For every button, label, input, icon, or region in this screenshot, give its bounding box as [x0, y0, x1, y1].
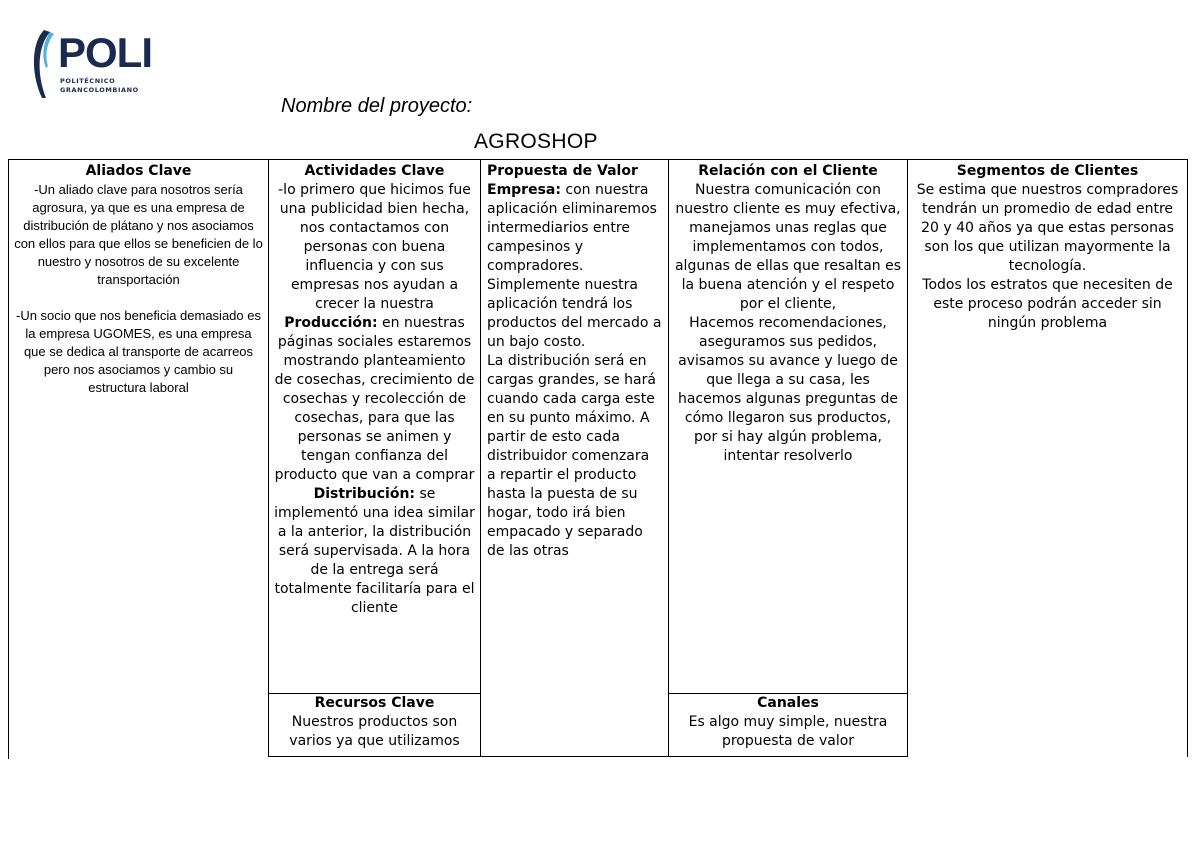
logo-subtitle-2: GRANCOLOMBIANO [60, 86, 139, 94]
empresa-text: con nuestra aplicación eliminaremos intermediarios entre campesinos y compradores. [487, 182, 657, 274]
cell-relacion-cliente [670, 160, 906, 693]
propuesta-paragraph-2: Simplemente nuestra aplicación tendrá los productos del mercado a un bajo costo. [487, 277, 662, 350]
grid-divider-1 [268, 159, 269, 757]
cell-actividades-clave [270, 160, 479, 693]
actividades-paragraph-1: -lo primero que hicimos fue una publicidad bien hecha, nos contactamos con personas con buena influencia y con sus empresas nos ayudan a crecer la nuestra [278, 182, 471, 312]
grid-bottom-middle [268, 756, 908, 757]
propuesta-paragraph-3: La distribución será en cargas grandes, se hará cuando cada carga este en su punto máximo. A partir de esto cada distribuidor comenzara a repartir el producto hasta la puesta de su hogar, todo irá bien empacado y separado de las otras [487, 353, 656, 559]
canales-text: Es algo muy simple, nuestra propuesta de valor [688, 714, 888, 749]
relacion-paragraph-1: Nuestra comunicación con nuestro cliente es muy efectiva, manejamos unas reglas que implementamos con todos, algunas de ellas que resaltan es la buena atención y el respeto por el cliente, [674, 182, 902, 312]
actividades-distribucion [273, 485, 476, 618]
grid-divider-3 [668, 159, 669, 757]
propuesta-title: Propuesta de Valor [487, 163, 638, 179]
cell-segmentos-clientes [909, 160, 1186, 756]
propuesta-empresa [487, 181, 662, 276]
distribucion-text: se implementó una idea similar a la anterior, la distribución será supervisada. A la hora de la entrega será totalmente facilitaría para el cliente [274, 486, 475, 616]
produccion-label: Producción: [284, 315, 378, 331]
canales-title: Canales [757, 695, 819, 711]
relacion-title: Relación con el Cliente [698, 163, 878, 179]
cell-propuesta-valor [482, 160, 667, 756]
cell-canales [670, 694, 906, 756]
aliados-paragraph-1: -Un aliado clave para nosotros sería agrosura, ya que es una empresa de distribución de plátano y nos asociamos con ellos para que ellos se beneficien de lo nuestro y nosotros de su excelente transportación [14, 182, 263, 287]
cell-aliados-clave [10, 160, 267, 690]
segmentos-title: Segmentos de Clientes [956, 163, 1139, 179]
grid-divider-4 [907, 159, 908, 757]
actividades-produccion [273, 314, 476, 485]
aliados-title: Aliados Clave [85, 163, 192, 179]
grid-left-line [8, 159, 9, 759]
segmentos-paragraph-1: Se estima que nuestros compradores tendrán un promedio de edad entre 20 y 40 años ya que estas personas son los que utilizan mayormente la tecnología. [916, 182, 1179, 274]
poli-logo [28, 28, 168, 102]
segmentos-paragraph-2: Todos los estratos que necesiten de este proceso podrán acceder sin ningún problema [922, 277, 1173, 331]
project-label: Nombre del proyecto: [281, 95, 473, 117]
produccion-text: en nuestras páginas sociales estaremos mostrando planteamiento de cosechas, crecimiento de cosechas y recolección de cosechas, para que las personas se animen y tengan confianza del producto que van a comprar [274, 315, 475, 483]
grid-right-line [1187, 159, 1188, 757]
relacion-paragraph-2: Hacemos recomendaciones, aseguramos sus pedidos, avisamos su avance y luego de que llega a su casa, les hacemos algunas preguntas de cómo llegaron sus productos, por si hay algún problema, intentar resolverlo [677, 315, 899, 464]
logo-wordmark: POLI [58, 29, 153, 76]
empresa-label: Empresa: [487, 182, 561, 198]
logo-mark-icon [28, 28, 58, 100]
distribucion-label: Distribución: [313, 486, 416, 502]
actividades-title: Actividades Clave [304, 163, 445, 179]
aliados-paragraph-2: -Un socio que nos beneficia demasiado es la empresa UGOMES, es una empresa que se dedica al transporte de acarreos pero nos asociamos y cambio su estructura laboral [16, 308, 261, 395]
project-name: AGROSHOP [474, 130, 598, 153]
recursos-title: Recursos Clave [314, 695, 435, 711]
cell-recursos-clave [270, 694, 479, 756]
recursos-text: Nuestros productos son varios ya que utilizamos [289, 714, 460, 749]
logo-subtitle-1: POLITÉCNICO [60, 77, 116, 85]
grid-divider-2 [480, 159, 481, 757]
